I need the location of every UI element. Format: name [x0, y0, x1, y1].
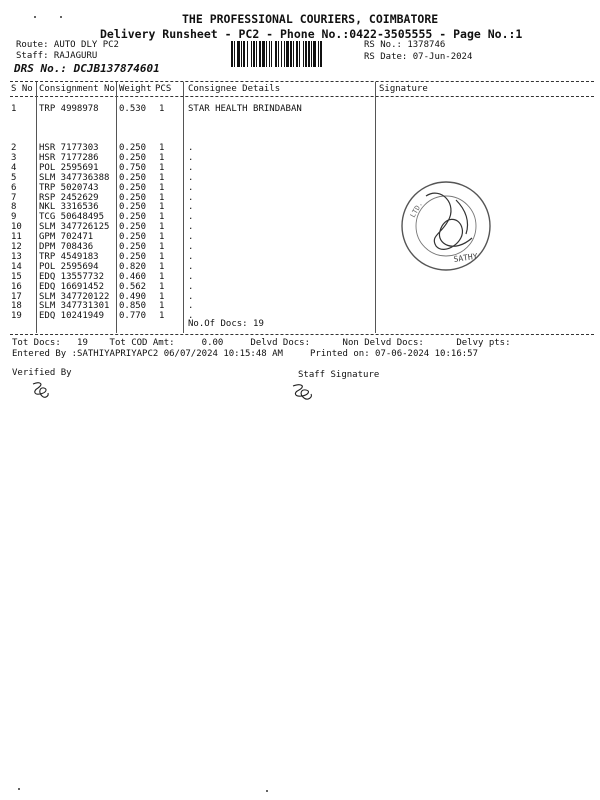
row-consignment-no: TCG 50648495 [39, 212, 105, 223]
row-weight: 0.250 [119, 242, 147, 252]
row-consignee: . [188, 301, 194, 312]
row-consignment-no: EDQ 13557732 [39, 271, 105, 282]
svg-text:SATHY: SATHY [453, 251, 479, 264]
row-consignee: . [188, 212, 194, 223]
row-consignment-no: DPM 708436 [39, 242, 94, 252]
print-speck [18, 788, 20, 790]
row-consignee: . [188, 232, 194, 243]
row-consignment-no: POL 2595691 [39, 162, 99, 173]
row-consignee: . [188, 271, 194, 282]
row-pcs: 1 [159, 143, 165, 153]
row-sno: 8 [11, 202, 17, 213]
row-pcs: 1 [159, 271, 165, 282]
row-pcs: 1 [159, 291, 165, 302]
row-pcs: 1 [159, 152, 165, 163]
row-weight: 0.850 [119, 301, 147, 312]
row-pcs: 1 [159, 192, 165, 203]
staff-signature-label: Staff Signature [298, 370, 380, 380]
row-pcs: 1 [159, 202, 165, 213]
row-weight: 0.250 [119, 212, 147, 223]
print-speck [60, 16, 62, 18]
row-consignee: . [188, 172, 194, 183]
column-header-pcs: PCS [155, 84, 172, 94]
company-title: THE PROFESSIONAL COURIERS, COIMBATORE [182, 12, 439, 26]
row-consignee: STAR HEALTH BRINDABAN [188, 104, 302, 114]
row-consignee: . [188, 162, 194, 173]
row-weight: 0.530 [119, 104, 147, 114]
row-sno: 3 [11, 152, 17, 163]
row-consignee: . [188, 222, 194, 233]
row-pcs: 1 [159, 311, 165, 322]
print-speck [266, 790, 268, 792]
row-sno: 16 [11, 281, 22, 292]
rs-date: RS Date: 07-Jun-2024 [364, 52, 473, 62]
row-sno: 19 [11, 311, 22, 322]
row-consignment-no: SLM 347731301 [39, 301, 110, 312]
table-row [0, 104, 600, 115]
rs-number: RS No.: 1378746 [364, 40, 446, 50]
route-label: Route: AUTO DLY PC2 [16, 40, 119, 50]
row-consignee: . [188, 261, 194, 272]
table-row [0, 311, 600, 322]
row-consignment-no: EDQ 16691452 [39, 281, 105, 292]
row-pcs: 1 [159, 212, 165, 223]
row-weight: 0.250 [119, 232, 147, 243]
row-sno: 4 [11, 162, 17, 173]
row-pcs: 1 [159, 232, 165, 243]
row-sno: 5 [11, 172, 17, 183]
row-consignee: . [188, 143, 194, 153]
staff-label: Staff: RAJAGURU [16, 51, 98, 61]
row-consignment-no: SLM 347736388 [39, 172, 110, 183]
row-pcs: 1 [159, 251, 165, 262]
row-weight: 0.250 [119, 172, 147, 183]
company-stamp-image [396, 176, 496, 276]
row-sno: 12 [11, 242, 22, 252]
entered-by-line: Entered By :SATHIYAPRIYAPC2 06/07/2024 10:15:48 AM Printed on: 07-06-2024 10:16:57 [12, 349, 478, 359]
row-weight: 0.750 [119, 162, 147, 173]
row-weight: 0.250 [119, 251, 147, 262]
column-header-weight: Weight [119, 84, 152, 94]
row-consignment-no: TRP 4998978 [39, 104, 99, 114]
row-sno: 13 [11, 251, 22, 262]
row-weight: 0.250 [119, 182, 147, 193]
verified-by-label: Verified By [12, 368, 72, 378]
row-consignee: . [188, 192, 194, 203]
row-consignee: . [188, 281, 194, 292]
row-sno: 9 [11, 212, 17, 223]
row-consignee: . [188, 202, 194, 213]
row-consignment-no: NKL 3316536 [39, 202, 99, 213]
row-pcs: 1 [159, 281, 165, 292]
row-sno: 11 [11, 232, 22, 243]
row-sno: 14 [11, 261, 22, 272]
row-pcs: 1 [159, 242, 165, 252]
row-consignee: . [188, 152, 194, 163]
no-of-docs: No.Of Docs: 19 [188, 319, 264, 329]
row-sno: 10 [11, 222, 22, 233]
row-weight: 0.490 [119, 291, 147, 302]
row-consignment-no: SLM 347726125 [39, 222, 110, 233]
row-pcs: 1 [159, 104, 165, 114]
row-weight: 0.562 [119, 281, 147, 292]
row-weight: 0.460 [119, 271, 147, 282]
column-header-consignee: Consignee Details [188, 84, 281, 94]
row-consignment-no: HSR 7177286 [39, 152, 99, 163]
totals-line: Tot Docs: 19 Tot COD Amt: 0.00 Delvd Docs: Non Delvd Docs: Delvy pts: [12, 338, 511, 348]
svg-text:LTD.: LTD. [408, 200, 425, 219]
row-weight: 0.250 [119, 143, 147, 153]
column-header-signature: Signature [379, 84, 428, 94]
row-consignee: . [188, 242, 194, 252]
row-weight: 0.250 [119, 192, 147, 203]
staff-signature-image [290, 382, 316, 402]
column-header-sno: S No [11, 84, 33, 94]
row-sno: 2 [11, 143, 17, 153]
row-sno: 18 [11, 301, 22, 312]
row-pcs: 1 [159, 222, 165, 233]
row-weight: 0.250 [119, 202, 147, 213]
header-divider-top [10, 81, 594, 82]
row-weight: 0.250 [119, 152, 147, 163]
row-pcs: 1 [159, 261, 165, 272]
row-consignment-no: HSR 7177303 [39, 143, 99, 153]
row-weight: 0.820 [119, 261, 147, 272]
row-sno: 7 [11, 192, 17, 203]
row-consignment-no: TRP 4549183 [39, 251, 99, 262]
barcode-image [231, 41, 358, 67]
row-pcs: 1 [159, 162, 165, 173]
table-bottom-divider [10, 334, 594, 335]
row-weight: 0.250 [119, 222, 147, 233]
row-consignment-no: SLM 347720122 [39, 291, 110, 302]
row-consignee: . [188, 291, 194, 302]
print-speck [34, 16, 36, 18]
row-consignment-no: POL 2595694 [39, 261, 99, 272]
row-sno: 17 [11, 291, 22, 302]
header-divider-bottom [10, 96, 594, 97]
row-consignee: . [188, 182, 194, 193]
drs-number: DRS No.: DCJB137874601 [14, 62, 160, 75]
verified-signature-image [30, 380, 52, 400]
row-consignment-no: RSP 2452629 [39, 192, 99, 203]
row-sno: 6 [11, 182, 17, 193]
runsheet-subtitle: Delivery Runsheet - PC2 - Phone No.:0422-3505555 - Page No.:1 [100, 27, 523, 41]
row-pcs: 1 [159, 172, 165, 183]
row-consignee: . [188, 251, 194, 262]
row-consignment-no: TRP 5020743 [39, 182, 99, 193]
row-weight: 0.770 [119, 311, 147, 322]
row-pcs: 1 [159, 301, 165, 312]
row-consignment-no: EDQ 10241949 [39, 311, 105, 322]
row-sno: 1 [11, 104, 17, 114]
column-header-consignment: Consignment No [39, 84, 115, 94]
row-consignment-no: GPM 702471 [39, 232, 94, 243]
row-pcs: 1 [159, 182, 165, 193]
row-sno: 15 [11, 271, 22, 282]
row-consignee: . [188, 311, 194, 322]
